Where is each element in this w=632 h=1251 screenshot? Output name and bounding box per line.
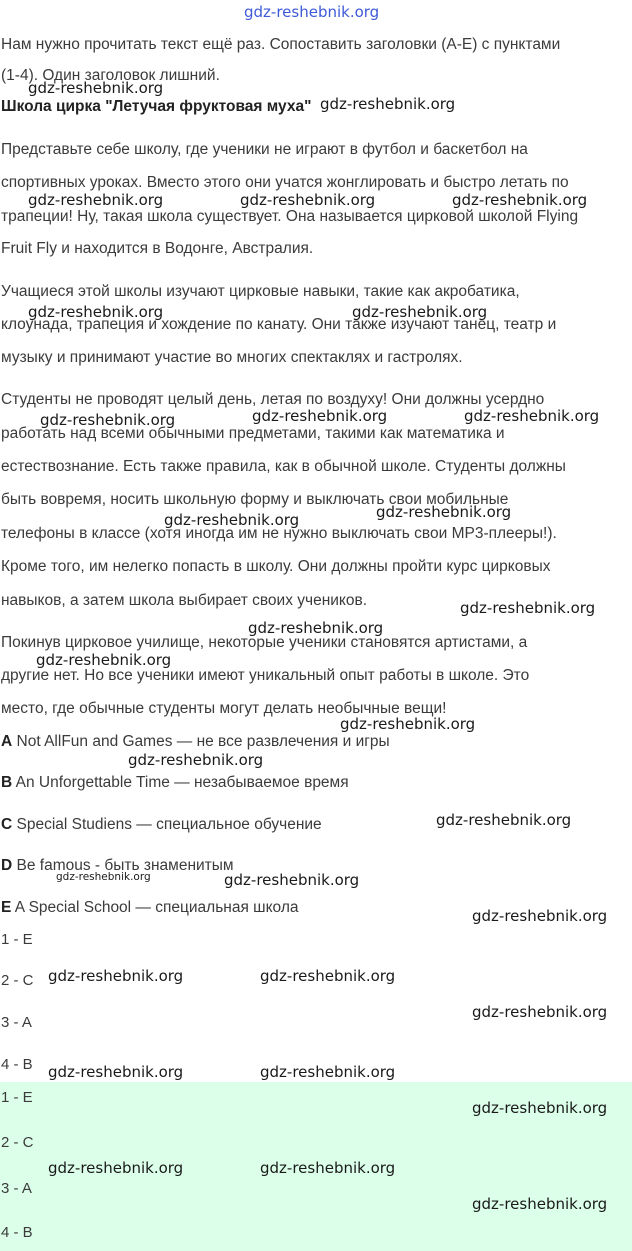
- answer-item: 4 - B: [1, 1056, 33, 1073]
- watermark: gdz-reshebnik.org: [464, 407, 600, 425]
- watermark: gdz-reshebnik.org: [340, 715, 476, 733]
- text-line: работать над всеми обычными предметами, такими как математика и: [1, 425, 505, 442]
- text-line: быть вовремя, носить школьную форму и выключать свои мобильные: [1, 491, 509, 508]
- watermark: gdz-reshebnik.org: [164, 511, 300, 529]
- text-line: телефоны в классе (хотя иногда им не нужно выключать свои MP3-плееры!).: [1, 525, 557, 542]
- watermark: gdz-reshebnik.org: [260, 967, 396, 985]
- site-link[interactable]: gdz-reshebnik.org: [244, 3, 380, 21]
- text-line: спортивных уроках. Вместо этого они учатся жонглировать и быстро летать по: [1, 174, 569, 191]
- watermark: gdz-reshebnik.org: [48, 1063, 184, 1081]
- heading-b: [1, 773, 349, 793]
- watermark: gdz-reshebnik.org: [240, 191, 376, 209]
- watermark: gdz-reshebnik.org: [472, 1003, 608, 1021]
- watermark: gdz-reshebnik.org: [248, 619, 384, 637]
- answer-item: 1 - E: [1, 931, 33, 948]
- watermark: gdz-reshebnik.org: [40, 411, 176, 429]
- heading-text: An Unforgettable Time — незабываемое время: [15, 774, 349, 791]
- watermark: gdz-reshebnik.org: [352, 303, 488, 321]
- watermark: gdz-reshebnik.org: [48, 1159, 184, 1177]
- watermark: gdz-reshebnik.org: [472, 907, 608, 925]
- watermark: gdz-reshebnik.org: [460, 599, 596, 617]
- heading-a: [1, 732, 390, 752]
- heading-text: Special Studiens — специальное обучение: [16, 816, 322, 833]
- text-line: трапеции! Ну, такая школа существует. Она называется цирковой школой Flying: [1, 208, 579, 225]
- watermark: gdz-reshebnik.org: [252, 407, 388, 425]
- heading-text: Not AllFun and Games — не все развлечения и игры: [16, 733, 390, 750]
- task-line-1: Нам нужно прочитать текст ещё раз. Сопоставить заголовки (A-E) с пунктами: [1, 36, 561, 53]
- text-line: Кроме того, им нелегко попасть в школу. Они должны пройти курс цирковых: [1, 558, 551, 575]
- text-line: Представьте себе школу, где ученики не играют в футбол и баскетбол на: [1, 141, 528, 158]
- watermark: gdz-reshebnik.org: [28, 303, 164, 321]
- watermark: gdz-reshebnik.org: [48, 967, 184, 985]
- watermark: gdz-reshebnik.org: [28, 191, 164, 209]
- text-line: Fruit Fly и находится в Водонге, Австралия.: [1, 240, 314, 257]
- answer-highlighted-item: 4 - B: [1, 1224, 33, 1241]
- text-line: Покинув цирковое училище, некоторые ученики становятся артистами, а: [1, 634, 528, 651]
- answer-item: 3 - A: [1, 1014, 32, 1031]
- text-line: навыков, а затем школа выбирает своих учеников.: [1, 592, 368, 609]
- text-line: музыку и принимают участие во многих спектаклях и гастролях.: [1, 349, 463, 366]
- watermark: gdz-reshebnik.org: [472, 1099, 608, 1117]
- text-line: клоунада, трапеция и хождение по канату. Они также изучают танец, театр и: [1, 316, 557, 333]
- watermark: gdz-reshebnik.org: [224, 871, 360, 889]
- answer-highlighted-item: 2 - C: [1, 1134, 34, 1151]
- text-line: другие нет. Но все ученики имеют уникальный опыт работы в школе. Это: [1, 667, 530, 684]
- text-line: Студенты не проводят целый день, летая по воздуху! Они должны усердно: [1, 391, 545, 408]
- heading-letter: B: [1, 774, 13, 791]
- watermark: gdz-reshebnik.org: [260, 1063, 396, 1081]
- watermark: gdz-reshebnik.org: [452, 191, 588, 209]
- watermark: gdz-reshebnik.org: [56, 871, 151, 883]
- answer-highlighted-item: 3 - A: [1, 1180, 32, 1197]
- answer-highlighted-item: 1 - E: [1, 1089, 33, 1106]
- watermark: gdz-reshebnik.org: [320, 95, 456, 113]
- text-title: Школа цирка "Летучая фруктовая муха": [1, 98, 312, 115]
- heading-letter: E: [1, 899, 12, 916]
- text-line: Учащиеся этой школы изучают цирковые навыки, такие как акробатика,: [1, 283, 520, 300]
- answer-item: 2 - C: [1, 972, 34, 989]
- heading-c: [1, 815, 322, 835]
- heading-letter: A: [1, 733, 13, 750]
- heading-letter: C: [1, 816, 13, 833]
- text-line: естествознание. Есть также правила, как в обычной школе. Студенты должны: [1, 458, 566, 475]
- heading-letter: D: [1, 857, 13, 874]
- task-line-2: (1-4). Один заголовок лишний.: [1, 67, 220, 84]
- watermark: gdz-reshebnik.org: [472, 1195, 608, 1213]
- text-line: место, где обычные студенты могут делать необычные вещи!: [1, 700, 447, 717]
- watermark: gdz-reshebnik.org: [260, 1159, 396, 1177]
- watermark: gdz-reshebnik.org: [128, 751, 264, 769]
- watermark: gdz-reshebnik.org: [376, 503, 512, 521]
- watermark: gdz-reshebnik.org: [28, 79, 164, 97]
- watermark: gdz-reshebnik.org: [436, 811, 572, 829]
- heading-text: A Special School — специальная школа: [14, 899, 299, 916]
- watermark: gdz-reshebnik.org: [36, 651, 172, 669]
- heading-e: [1, 898, 299, 918]
- heading-text: Be famous - быть знаменитым: [16, 857, 234, 874]
